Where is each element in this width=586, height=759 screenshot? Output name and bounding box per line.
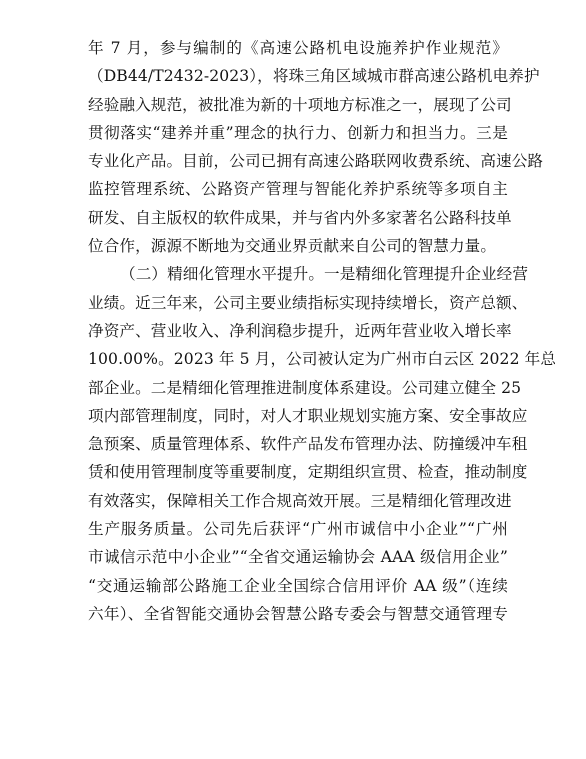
text-line: 赁和使用管理制度等重要制度，定期组织宣贯、检查，推动制度 [88, 463, 528, 482]
text-line: 贯彻落实“建养并重”理念的执行力、创新力和担当力。三是 [88, 123, 508, 142]
document-body [88, 34, 557, 628]
text-line: 年 7 月，参与编制的《高速公路机电设施养护作业规范》 [88, 39, 508, 57]
text-line: 六年）、全省智能交通协会智慧公路专委会与智慧交通管理专 [88, 604, 508, 623]
text-line: 100.00%。2023 年 5 月，公司被认定为广州市白云区 2022 年总 [88, 350, 557, 369]
paragraph-2 [88, 260, 557, 628]
text-line: 有效落实，保障相关工作合规高效开展。三是精细化管理改进 [88, 491, 512, 510]
text-line: 市诚信示范中小企业”“全省交通运输协会 AAA 级信用企业” [88, 548, 508, 567]
text-line: 位合作，源源不断地为交通业界贡献来自公司的智慧力量。 [88, 237, 497, 256]
text-line: 生产服务质量。公司先后获评“广州市诚信中小企业”“广州 [88, 520, 508, 539]
text-line: 专业化产品。目前，公司已拥有高速公路联网收费系统、高速公路 [88, 152, 544, 171]
text-line: （DB44/T2432-2023），将珠三角区域城市群高速公路机电养护 [88, 67, 540, 86]
text-line: （二）精细化管理水平提升。一是精细化管理提升企业经营 [120, 265, 529, 284]
text-line: 部企业。二是精细化管理推进制度体系建设。公司建立健全 25 [88, 378, 522, 397]
text-line: 监控管理系统、公路资产管理与智能化养护系统等多项自主 [88, 180, 508, 199]
text-line: 净资产、营业收入、净利润稳步提升，近两年营业收入增长率 [88, 321, 512, 340]
text-line: 急预案、质量管理体系、软件产品发布管理办法、防撞缓冲车租 [88, 435, 528, 454]
text-line: 经验融入规范，被批准为新的十项地方标准之一，展现了公司 [88, 95, 512, 114]
text-line: “交通运输部公路施工企业全国综合信用评价 AA 级”（连续 [88, 576, 508, 595]
paragraph-1 [88, 34, 544, 260]
text-line: 项内部管理制度，同时，对人才职业规划实施方案、安全事故应 [88, 406, 528, 425]
text-line: 研发、自主版权的软件成果，并与省内外多家著名公路科技单 [88, 208, 512, 227]
text-line: 业绩。近三年来，公司主要业绩指标实现持续增长，资产总额、 [88, 293, 528, 312]
